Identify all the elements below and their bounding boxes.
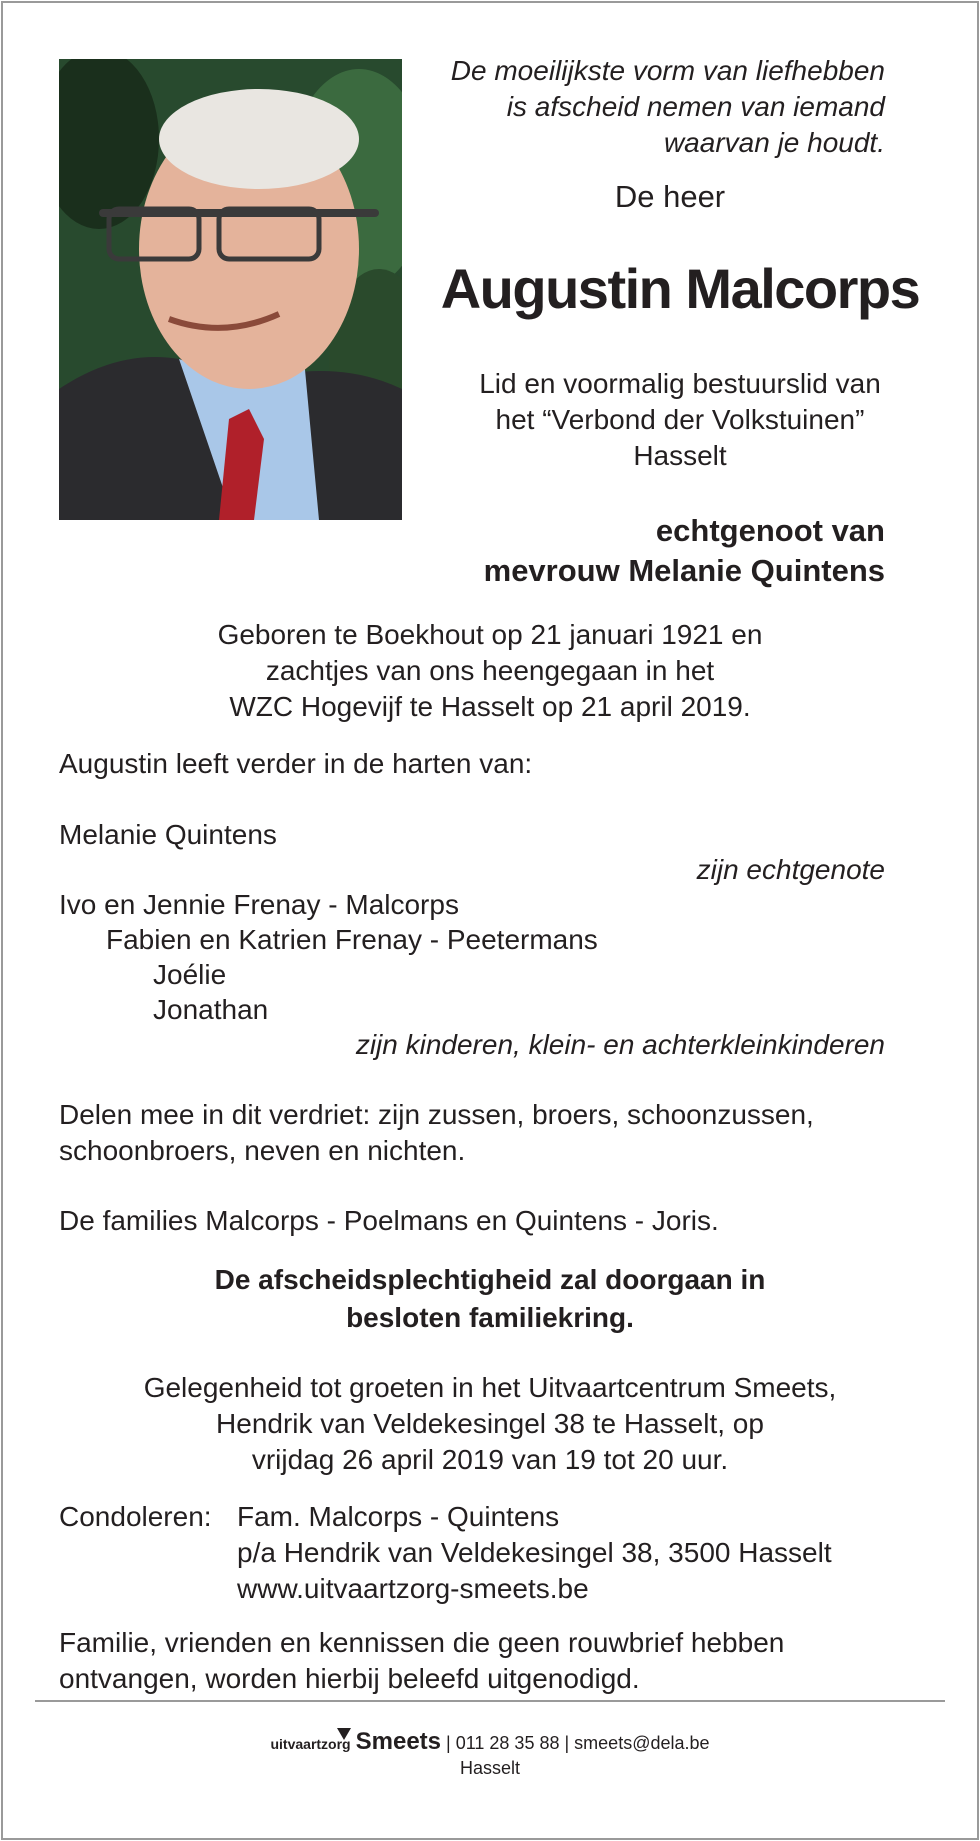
- footer-brand-line: [0, 1730, 980, 1756]
- visitation-line-2: Hendrik van Veldekesingel 38 te Hasselt, op: [216, 1408, 764, 1439]
- invitation-line-2: ontvangen, worden hierbij beleefd uitgenodigd.: [59, 1663, 640, 1694]
- quote-line-1: De moeilijkste vorm van liefhebben: [450, 55, 885, 86]
- survivor-grandchild: Fabien en Katrien Frenay - Peetermans: [106, 924, 598, 955]
- invitation-line-1: Familie, vrienden en kennissen die geen rouwbrief hebben: [59, 1627, 785, 1658]
- condolences-website-link[interactable]: www.uitvaartzorg-smeets.be: [237, 1573, 589, 1604]
- portrait-illustration: [59, 59, 402, 520]
- spouse-line-1: echtgenoot van: [655, 513, 885, 548]
- sharing-line-1: Delen mee in dit verdriet: zijn zussen, broers, schoonzussen,: [59, 1099, 814, 1130]
- survivor-wife-label: zijn echtgenote: [696, 854, 885, 885]
- title-prefix: De heer: [614, 179, 726, 214]
- footer-brand-name: Smeets: [355, 1728, 442, 1755]
- deceased-name: Augustin Malcorps: [440, 257, 920, 320]
- survivor-wife-name: Melanie Quintens: [59, 819, 277, 850]
- footer: [0, 1730, 980, 1780]
- role-line-3: Hasselt: [633, 440, 727, 471]
- families-line: De families Malcorps - Poelmans en Quintens - Joris.: [59, 1205, 719, 1236]
- survivors-intro: Augustin leeft verder in de harten van:: [59, 748, 533, 779]
- birth-death-line-2: zachtjes van ons heengegaan in het: [265, 655, 715, 686]
- footer-email-link[interactable]: smeets@dela.be: [574, 1733, 710, 1753]
- quote-line-3: waarvan je houdt.: [663, 127, 885, 158]
- ceremony-line-2: besloten familiekring.: [346, 1302, 634, 1333]
- condolences-line-1: Fam. Malcorps - Quintens: [237, 1501, 560, 1532]
- visitation-line-3: vrijdag 26 april 2019 van 19 tot 20 uur.: [251, 1444, 729, 1475]
- survivor-child: Ivo en Jennie Frenay - Malcorps: [59, 889, 459, 920]
- survivor-great-grandchild-1: Joélie: [153, 959, 227, 990]
- visitation-line-1: Gelegenheid tot groeten in het Uitvaartcentrum Smeets,: [143, 1372, 837, 1403]
- footer-brand-small: uitvaartzorg: [270, 1736, 351, 1752]
- birth-death-line-1: Geboren te Boekhout op 21 januari 1921 en: [217, 619, 763, 650]
- role-line-2: het “Verbond der Volkstuinen”: [495, 404, 865, 435]
- condolences-address: p/a Hendrik van Veldekesingel 38, 3500 Hasselt: [237, 1537, 832, 1568]
- spouse-line-2: mevrouw Melanie Quintens: [483, 553, 885, 588]
- role-line-1: Lid en voormalig bestuurslid van: [479, 368, 881, 399]
- quote-line-2: is afscheid nemen van iemand: [506, 91, 885, 122]
- condolences-label: Condoleren:: [59, 1501, 212, 1532]
- ceremony-line-1: De afscheidsplechtigheid zal doorgaan in: [214, 1264, 766, 1295]
- survivor-great-grandchild-2: Jonathan: [153, 994, 269, 1025]
- sharing-line-2: schoonbroers, neven en nichten.: [59, 1135, 466, 1166]
- footer-city: Hasselt: [459, 1758, 521, 1778]
- survivor-children-label: zijn kinderen, klein- en achterkleinkinderen: [355, 1029, 885, 1060]
- birth-death-line-3: WZC Hogevijf te Hasselt op 21 april 2019.: [229, 691, 751, 722]
- portrait-photo: [59, 59, 402, 520]
- footer-phone: | 011 28 35 88 |: [446, 1733, 570, 1753]
- footer-divider: [35, 1700, 945, 1702]
